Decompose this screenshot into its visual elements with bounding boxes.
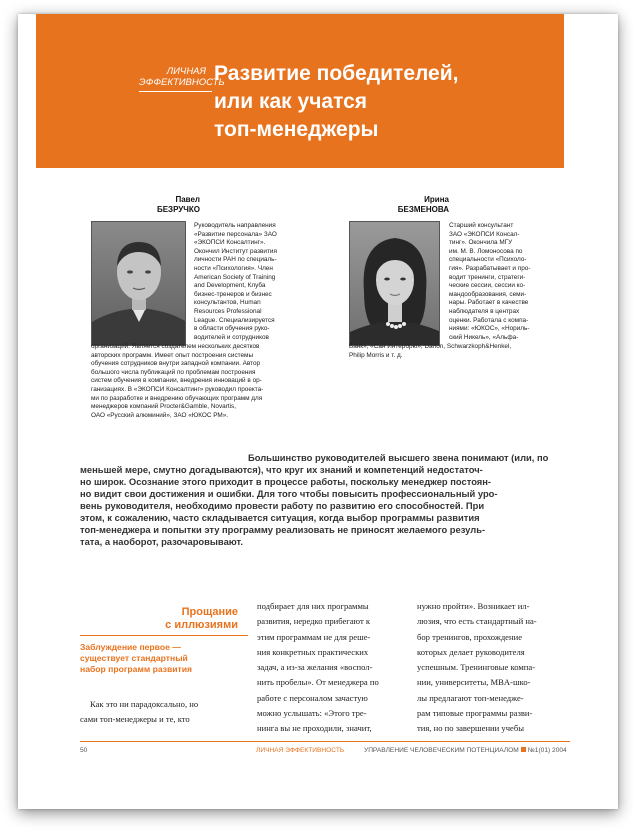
lead-paragraph: Большинство руководителей высшего звена понимают (или, по меньшей мере, смутно догадываются), что круг их знаний и компетенций недостаточ- но широк. Осознание этого приходит в процессе работы, поскольку менеджер постоян- но видит свои достижения и ошибки. Для того чтобы повысить профессиональный уро- вень руководителя, необходимо провести работу по развитию его способностей. При этом, к сожалению, часто складывается ситуация, когда выбор программы развития топ-менеджера и попытки эту программу реализовать не приносят желаемого резуль- тата, а наоборот, разочаровывают. xyxy=(80,452,549,547)
page-number: 50 xyxy=(80,747,88,754)
author-bio-1-bottom: организаций. Является создателем нескольких десятков авторских программ. Имеет опыт построения системы обучения сотрудников внутри западной компании. Автор большого числа публикаций по проблемам построения систем обучения в компании, внедрения инноваций в ор- ганизациях. В «ЭКОПСИ Консалтинг» руководил проекта- ми по разработке и внедрению обучающих программ для менеджеров компаний Procter&Gamble, Novartis, ОАО «Русский алюминий», ЗАО «ЮКОС РМ». xyxy=(91,343,264,419)
square-bullet-icon xyxy=(521,747,526,752)
author-photo-1 xyxy=(91,221,186,346)
footer-section: ЛИЧНАЯ ЭФФЕКТИВНОСТЬ xyxy=(256,747,345,754)
body-column-2: подбирает для них программы развития, нередко прибегают к этим программам не для реше- ния конкретных практических задач, а из-за желания «воспол- нить пробелы». От менеджера по работе с персоналом зачастую можно услышать: «Этого тре- нинга вы не проходили, значит, xyxy=(257,601,379,734)
subsection-heading: Заблуждение первое — существует стандартный набор программ развития xyxy=(80,642,193,674)
body-column-1: Как это ни парадоксально, но сами топ-менеджеры и те, кто xyxy=(80,699,199,725)
journal-title: УПРАВЛЕНИЕ ЧЕЛОВЕЧЕСКИМ ПОТЕНЦИАЛОМ xyxy=(364,747,519,754)
author-bio-2-bottom: Банк», «Сан Интербрю», Danon, Schwarzkoph&Henkel, Philip Morris и т. д. xyxy=(349,343,512,359)
portrait-photo-icon xyxy=(92,222,186,346)
orange-header xyxy=(36,14,564,168)
section-heading: Прощание с иллюзиями xyxy=(165,606,238,631)
section-tag-rule xyxy=(139,91,212,92)
body-column-3: нужно пройти». Возникает ил- люзия, что есть стандартный на- бор тренингов, прохождение которых делает руководителя успешным. Тренинговые компа- нии, университеты, MBA-шко- лы предлагают топ-менедже- рам типовые программы разви- тия, но по завершении учебы xyxy=(417,601,537,734)
section-rule xyxy=(80,635,248,636)
footer-rule xyxy=(80,741,570,742)
section-tag: ЛИЧНАЯ ЭФФЕКТИВНОСТЬ xyxy=(139,66,225,88)
magazine-page xyxy=(18,14,618,809)
issue-number: №1(01) 2004 xyxy=(527,747,567,754)
article-title: Развитие победителей, или как учатся топ-менеджеры xyxy=(214,62,459,141)
author-bio-1-top: Руководитель направления «Развитие персонала» ЗАО «ЭКОПСИ Консалтинг». Окончил Институт развития личности РАН по специаль- ности «Психология». Член American Society of Training and Development, Клуба бизнес-тренеров и бизнес консультантов, Human Resources Professional League. Специализируется в области обучения руко- водителей и сотрудников xyxy=(194,222,277,341)
author-bio-2-top: Старший консультант ЗАО «ЭКОПСИ Консал- тинг». Окончила МГУ им. М. В. Ломоносова по специальности «Психоло- гия». Разрабатывает и про- водит тренинги, стратеги- ческие сессии, сессии ко- мандообразования, семи- нары. Работает в качестве наблюдателя в центрах оценки. Работала с компа- ниями: «ЮКОС», «Нориль- ский Никель», «Альфа- xyxy=(449,222,531,341)
portrait-photo-icon xyxy=(350,222,440,346)
author-name-2: Ирина БЕЗМЕНОВА xyxy=(397,195,449,214)
footer-journal xyxy=(364,747,567,755)
author-photo-2 xyxy=(349,221,440,346)
author-name-1: Павел БЕЗРУЧКО xyxy=(156,195,200,214)
